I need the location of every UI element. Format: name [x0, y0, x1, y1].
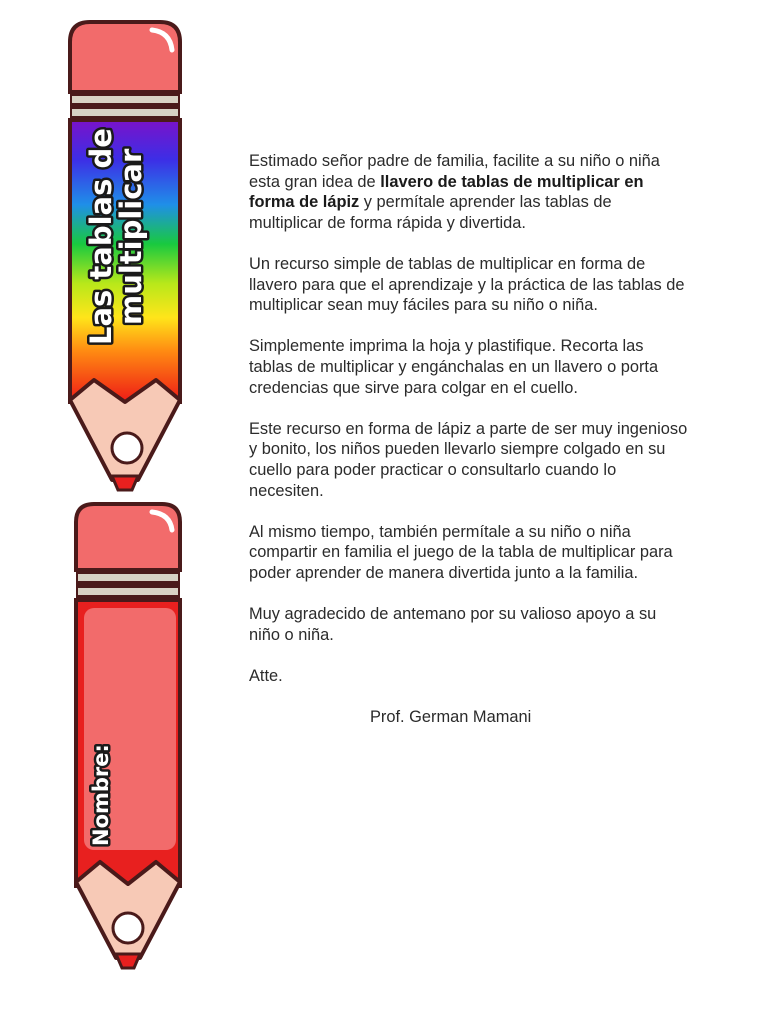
- pencil-lead: [112, 476, 138, 490]
- signature: Prof. German Mamani: [370, 708, 532, 727]
- keyring-hole: [112, 433, 142, 463]
- paragraph-intro-bold: llavero de tablas de multiplicar en forma de lápiz: [249, 172, 644, 212]
- pencil-title-line2: multiplicar: [114, 148, 148, 325]
- rainbow-pencil-graphic: [64, 18, 186, 494]
- ferrule-band: [72, 109, 178, 116]
- red-pencil-graphic: [70, 500, 186, 972]
- paragraph-resource: Un recurso simple de tablas de multiplicar en forma de llavero para que el aprendizaje y la práctica de las tablas de multiplicar sean muy fáciles para su niño o niña.: [249, 254, 685, 315]
- pencil-title-line1: Las tablas de: [84, 128, 118, 345]
- pencil-keychain-red: [70, 500, 186, 972]
- letter-body: [249, 151, 689, 748]
- paragraph-intro-text: Estimado señor padre de familia, facilite a su niño o niña esta gran idea de: [249, 152, 660, 191]
- paragraph-intro: [249, 151, 689, 233]
- paragraph-benefits: Este recurso en forma de lápiz a parte de ser muy ingenioso y bonito, los niños pueden llevarlo siempre colgado en su cuello para poder practicar o consultarlo cuando lo necesiten.: [249, 419, 688, 500]
- paragraph-family: Al mismo tiempo, también permítale a su niño o niña compartir en familia el juego de la tabla de multiplicar para poder aprender de manera divertida junto a la familia.: [249, 522, 673, 582]
- name-label: Nombre:: [89, 744, 113, 846]
- paragraph-intro-text-end: y permítale aprender las tablas de multiplicar de forma rápida y divertida.: [249, 193, 612, 232]
- ferrule-band: [78, 588, 178, 595]
- pencil-lead: [116, 954, 140, 968]
- paragraph-instructions: Simplemente imprima la hoja y plastifique. Recorta las tablas de multiplicar y engánchalas en un llavero o porta credencias que sirve para colgar en el cuello.: [249, 337, 659, 397]
- closing: Atte.: [249, 666, 283, 685]
- keyring-hole: [113, 913, 143, 943]
- pencil-keychain-rainbow: [64, 18, 186, 494]
- ferrule-band: [78, 574, 178, 581]
- ferrule-band: [72, 96, 178, 103]
- paragraph-thanks: Muy agradecido de antemano por su valioso apoyo a su niño o niña.: [249, 605, 657, 644]
